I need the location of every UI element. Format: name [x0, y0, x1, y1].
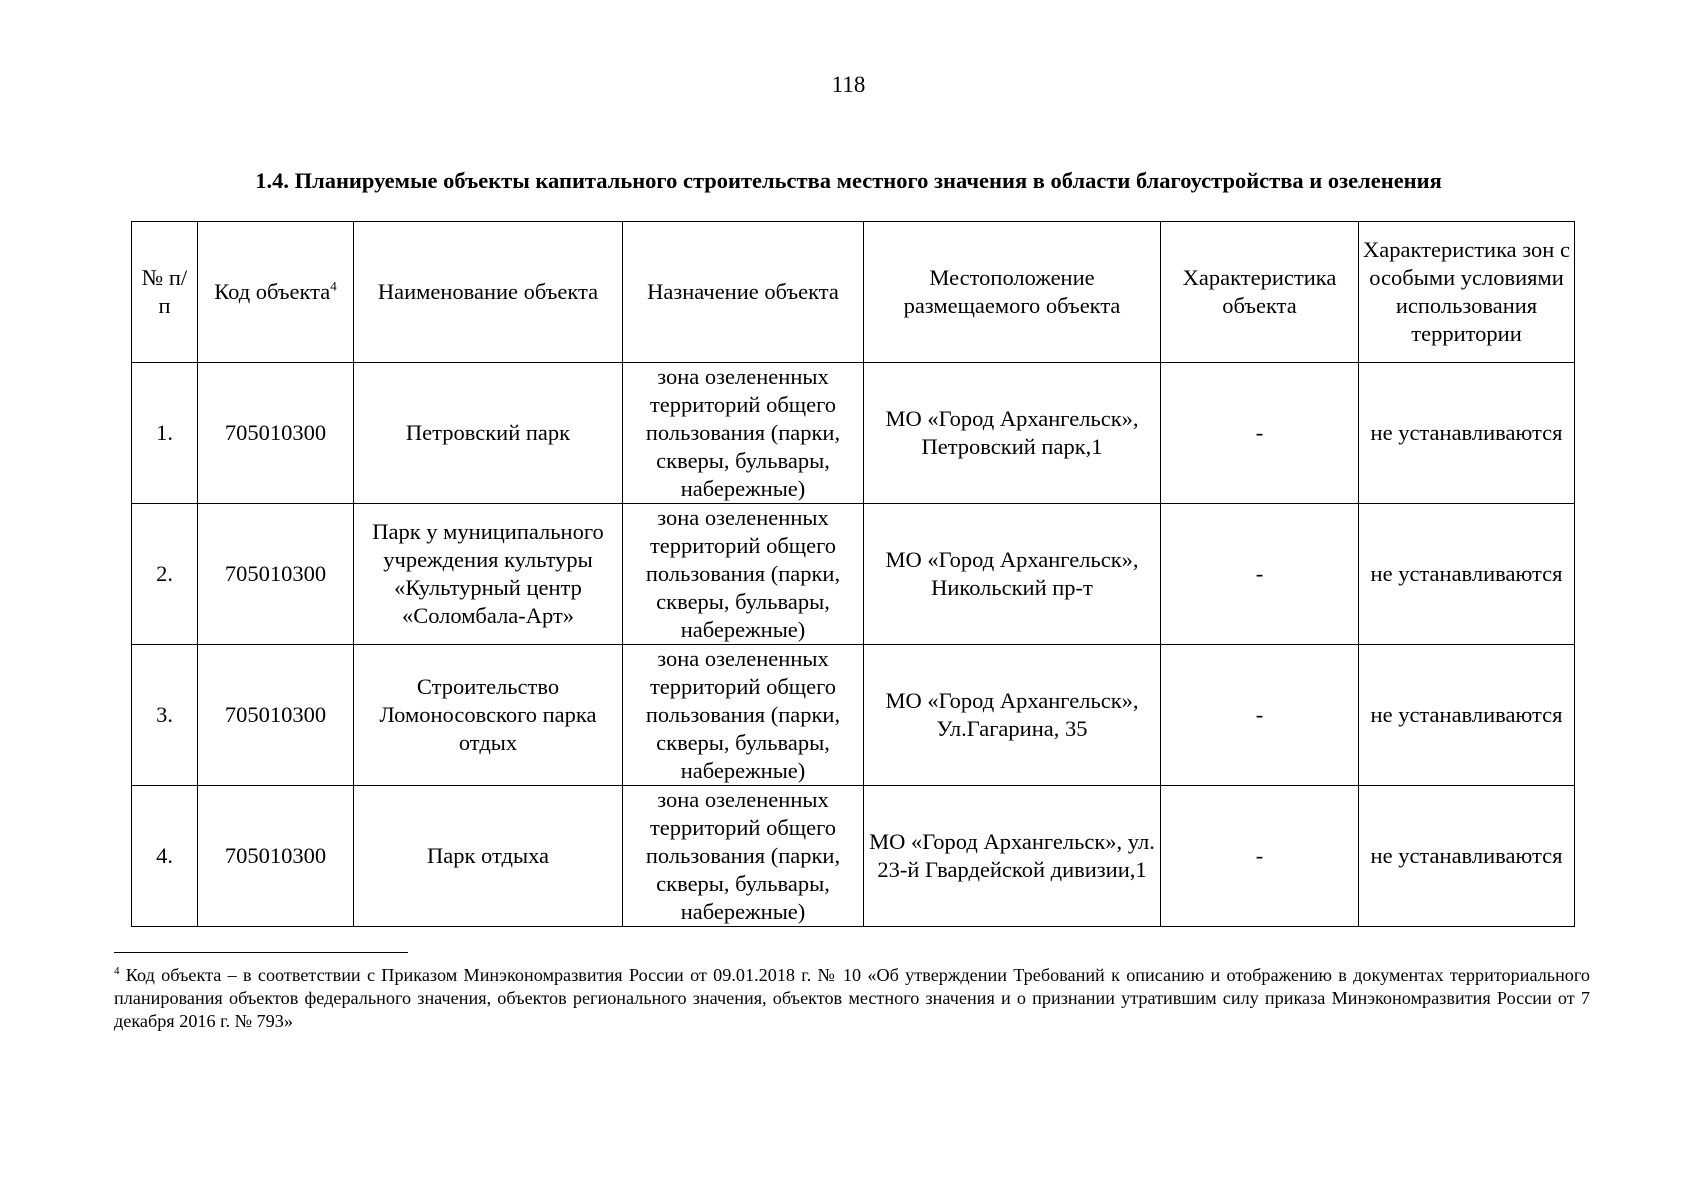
table-row	[132, 786, 1575, 927]
cell-purpose: зона озелененных территорий общего пользования (парки, скверы, бульвары, набережные)	[623, 645, 864, 786]
cell-name: Парк у муниципального учреждения культуры «Культурный центр «Соломбала-Арт»	[354, 504, 623, 645]
cell-code: 705010300	[198, 786, 354, 927]
header-name: Наименование объекта	[354, 222, 623, 363]
cell-characteristic: -	[1161, 363, 1359, 504]
cell-zones: не устанавливаются	[1359, 645, 1575, 786]
cell-name: Парк отдыха	[354, 786, 623, 927]
page-number: 118	[831, 72, 866, 97]
cell-code: 705010300	[198, 645, 354, 786]
cell-name: Строительство Ломоносовского парка отдых	[354, 645, 623, 786]
cell-characteristic: -	[1161, 786, 1359, 927]
table-header-row	[132, 222, 1575, 363]
header-code	[198, 222, 354, 363]
footnote-number: 4	[114, 964, 120, 977]
cell-code: 705010300	[198, 504, 354, 645]
cell-code: 705010300	[198, 363, 354, 504]
footnote	[114, 964, 1590, 1033]
cell-num: 3.	[132, 645, 198, 786]
cell-location: МО «Город Архангельск», ул. 23-й Гвардейской дивизии,1	[864, 786, 1161, 927]
cell-zones: не устанавливаются	[1359, 504, 1575, 645]
header-location: Местоположение размещаемого объекта	[864, 222, 1161, 363]
cell-purpose: зона озелененных территорий общего пользования (парки, скверы, бульвары, набережные)	[623, 363, 864, 504]
header-code-label: Код объекта	[214, 279, 331, 304]
cell-zones: не устанавливаются	[1359, 786, 1575, 927]
cell-num: 2.	[132, 504, 198, 645]
cell-location: МО «Город Архангельск», Ул.Гагарина, 35	[864, 645, 1161, 786]
table-row	[132, 645, 1575, 786]
cell-purpose: зона озелененных территорий общего пользования (парки, скверы, бульвары, набережные)	[623, 504, 864, 645]
cell-purpose: зона озелененных территорий общего пользования (парки, скверы, бульвары, набережные)	[623, 786, 864, 927]
header-characteristic: Характеристика объекта	[1161, 222, 1359, 363]
section-title: 1.4. Планируемые объекты капитального строительства местного значения в области благоустройства и озеленения	[255, 168, 1442, 193]
cell-num: 4.	[132, 786, 198, 927]
cell-location: МО «Город Архангельск», Петровский парк,1	[864, 363, 1161, 504]
table-row	[132, 363, 1575, 504]
cell-location: МО «Город Архангельск», Никольский пр-т	[864, 504, 1161, 645]
footnote-text: Код объекта – в соответствии с Приказом Минэкономразвития России от 09.01.2018 г. № 10 «Об утверждении Требований к описанию и отображению в документах территориального планирования объектов федерального значения, объектов регионального значения, объектов местного значения и о признании утратившим силу приказа Минэкономразвития России от 7 декабря 2016 г. № 793»	[114, 965, 1590, 1031]
objects-table	[131, 221, 1575, 927]
cell-characteristic: -	[1161, 504, 1359, 645]
cell-name: Петровский парк	[354, 363, 623, 504]
cell-zones: не устанавливаются	[1359, 363, 1575, 504]
header-zones: Характеристика зон с особыми условиями использования территории	[1359, 222, 1575, 363]
header-num: № п/п	[132, 222, 198, 363]
table-row	[132, 504, 1575, 645]
header-purpose: Назначение объекта	[623, 222, 864, 363]
cell-num: 1.	[132, 363, 198, 504]
cell-characteristic: -	[1161, 645, 1359, 786]
footnote-separator	[114, 952, 408, 953]
footnote-ref: 4	[330, 278, 337, 294]
